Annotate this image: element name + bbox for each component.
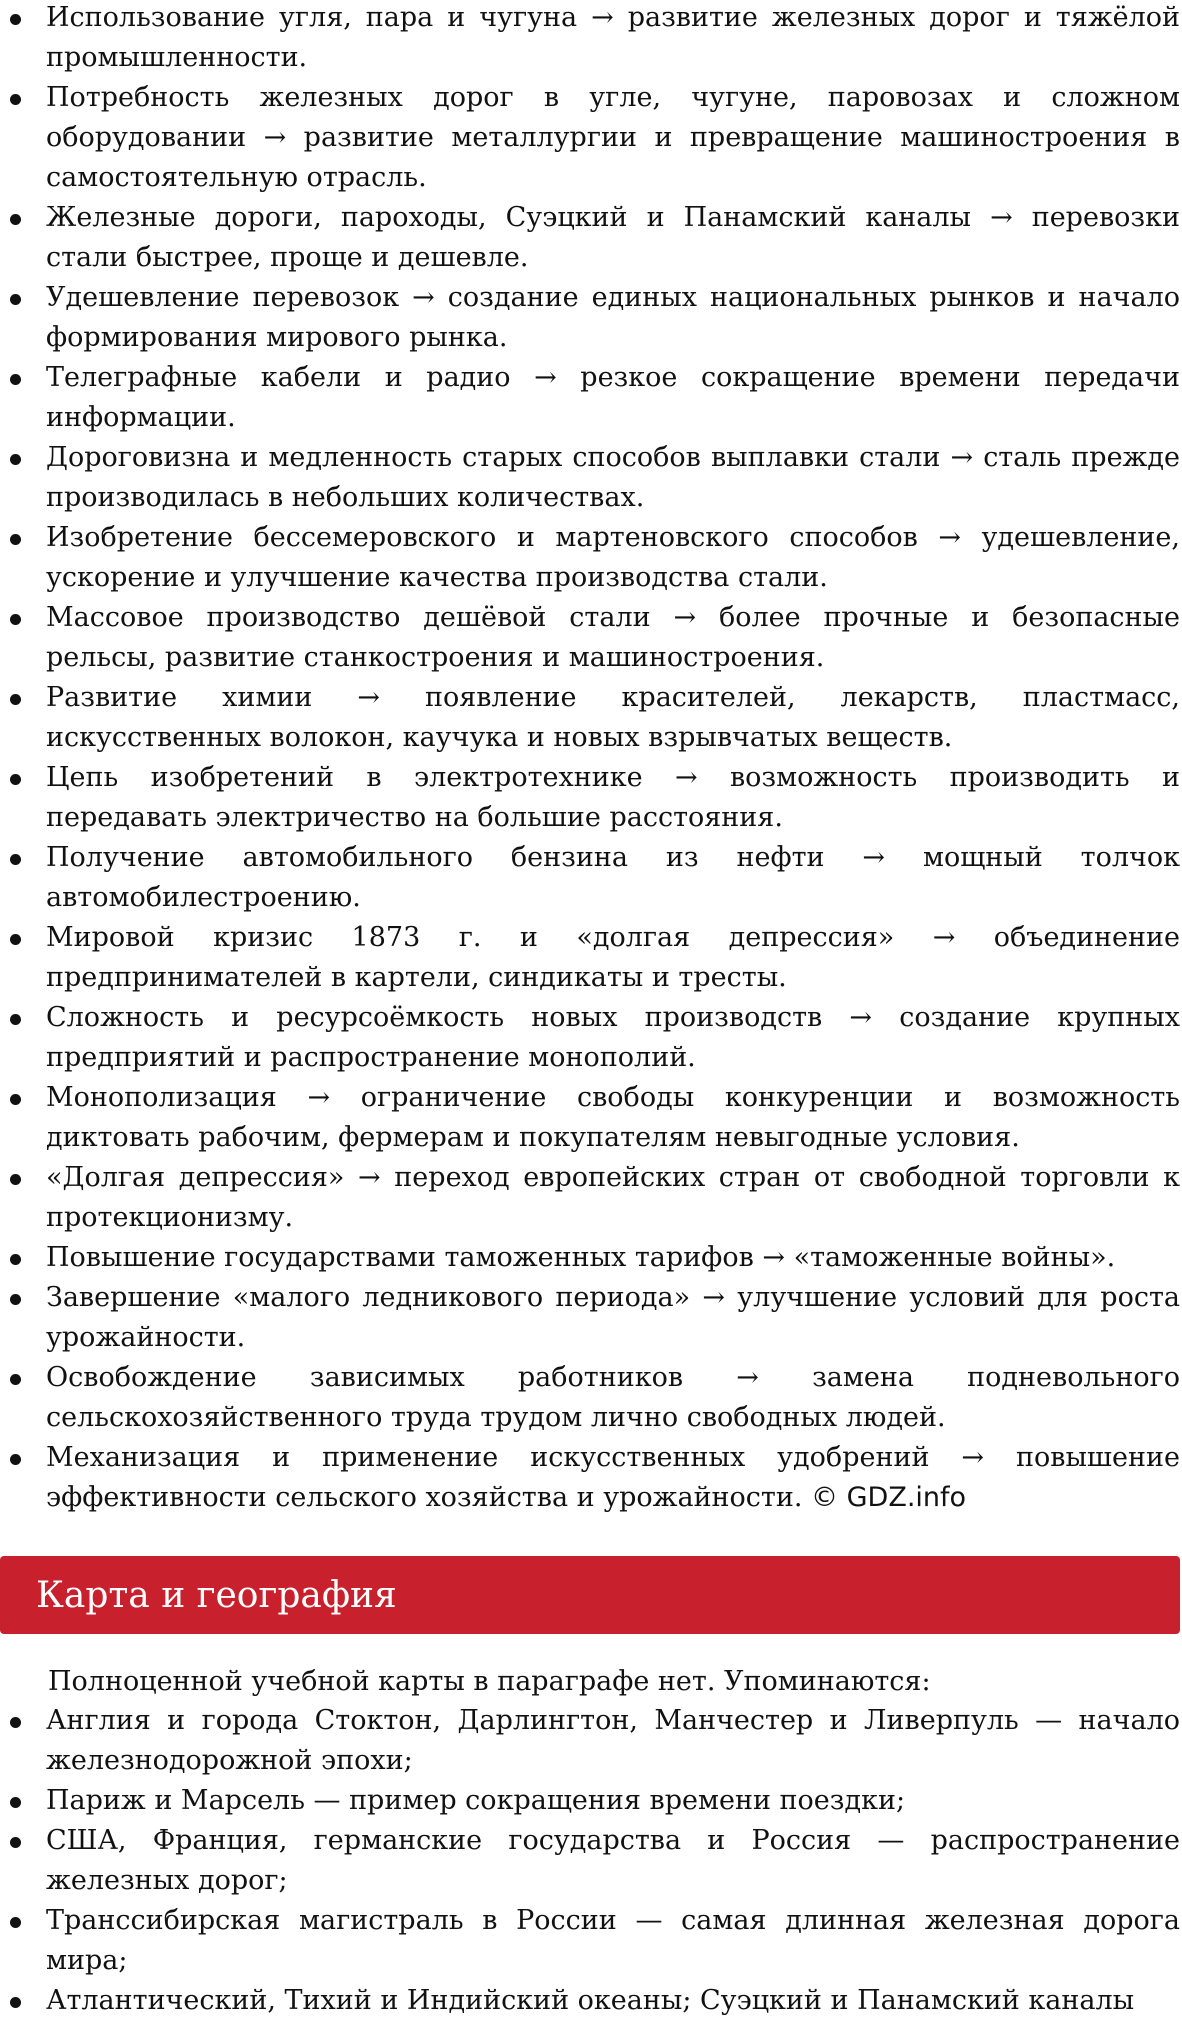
list-item: Телеграфные кабели и радио → резкое сокращение времени передачи информации.: [0, 358, 1180, 438]
list-item: Использование угля, пара и чугуна → развитие железных дорог и тяжёлой промышленности.: [0, 0, 1180, 78]
list-item: Развитие химии → появление красителей, лекарств, пластмасс, искусственных волокон, каучука и новых взрывчатых веществ.: [0, 678, 1180, 758]
list-item: Получение автомобильного бензина из нефти → мощный толчок автомобилестроению.: [0, 838, 1180, 918]
section-header-map-geography: [0, 1556, 1180, 1634]
list-item: Мировой кризис 1873 г. и «долгая депрессия» → объединение предпринимателей в картели, синдикаты и тресты.: [0, 918, 1180, 998]
section-intro: Полноценной учебной карты в параграфе нет. Упоминаются:: [48, 1666, 931, 1697]
list-item: Освобождение зависимых работников → замена подневольного сельскохозяйственного труда трудом лично свободных людей.: [0, 1358, 1180, 1438]
list-item: Цепь изобретений в электротехнике → возможность производить и передавать электричество на большие расстояния.: [0, 758, 1180, 838]
list-item: Потребность железных дорог в угле, чугуне, паровозах и сложном оборудовании → развитие металлургии и превращение машиностроения в самостоятельную отрасль.: [0, 78, 1180, 198]
list-item: «Долгая депрессия» → переход европейских стран от свободной торговли к протекционизму.: [0, 1158, 1180, 1238]
list-item: Повышение государствами таможенных тарифов → «таможенные войны».: [0, 1238, 1180, 1278]
list-item: Железные дороги, пароходы, Суэцкий и Панамский каналы → перевозки стали быстрее, проще и дешевле.: [0, 198, 1180, 278]
list-item: Механизация и применение искусственных удобрений → повышение эффективности сельского хозяйства и урожайности. © GDZ.info: [0, 1438, 1180, 1518]
list-item: Атлантический, Тихий и Индийский океаны; Суэцкий и Панамский каналы: [0, 1981, 1180, 2021]
section-title: Карта и география: [36, 1574, 397, 1616]
list-item: Удешевление перевозок → создание единых национальных рынков и начало формирования мирового рынка.: [0, 278, 1180, 358]
geography-list: [0, 1701, 1180, 2021]
list-item: Сложность и ресурсоёмкость новых производств → создание крупных предприятий и распространение монополий.: [0, 998, 1180, 1078]
list-item: Массовое производство дешёвой стали → более прочные и безопасные рельсы, развитие станкостроения и машиностроения.: [0, 598, 1180, 678]
copyright-mark: © GDZ.info: [811, 1482, 967, 1513]
list-item: Транссибирская магистраль в России — самая длинная железная дорога мира;: [0, 1901, 1180, 1981]
list-item: Монополизация → ограничение свободы конкуренции и возможность диктовать рабочим, фермерам и покупателям невыгодные условия.: [0, 1078, 1180, 1158]
list-item: Париж и Марсель — пример сокращения времени поездки;: [0, 1781, 1180, 1821]
list-item: США, Франция, германские государства и Россия — распространение железных дорог;: [0, 1821, 1180, 1901]
list-item: Изобретение бессемеровского и мартеновского способов → удешевление, ускорение и улучшение качества производства стали.: [0, 518, 1180, 598]
list-item: Англия и города Стоктон, Дарлингтон, Манчестер и Ливерпуль — начало железнодорожной эпохи;: [0, 1701, 1180, 1781]
list-item: Завершение «малого ледникового периода» → улучшение условий для роста урожайности.: [0, 1278, 1180, 1358]
list-item: Дороговизна и медленность старых способов выплавки стали → сталь прежде производилась в небольших количествах.: [0, 438, 1180, 518]
